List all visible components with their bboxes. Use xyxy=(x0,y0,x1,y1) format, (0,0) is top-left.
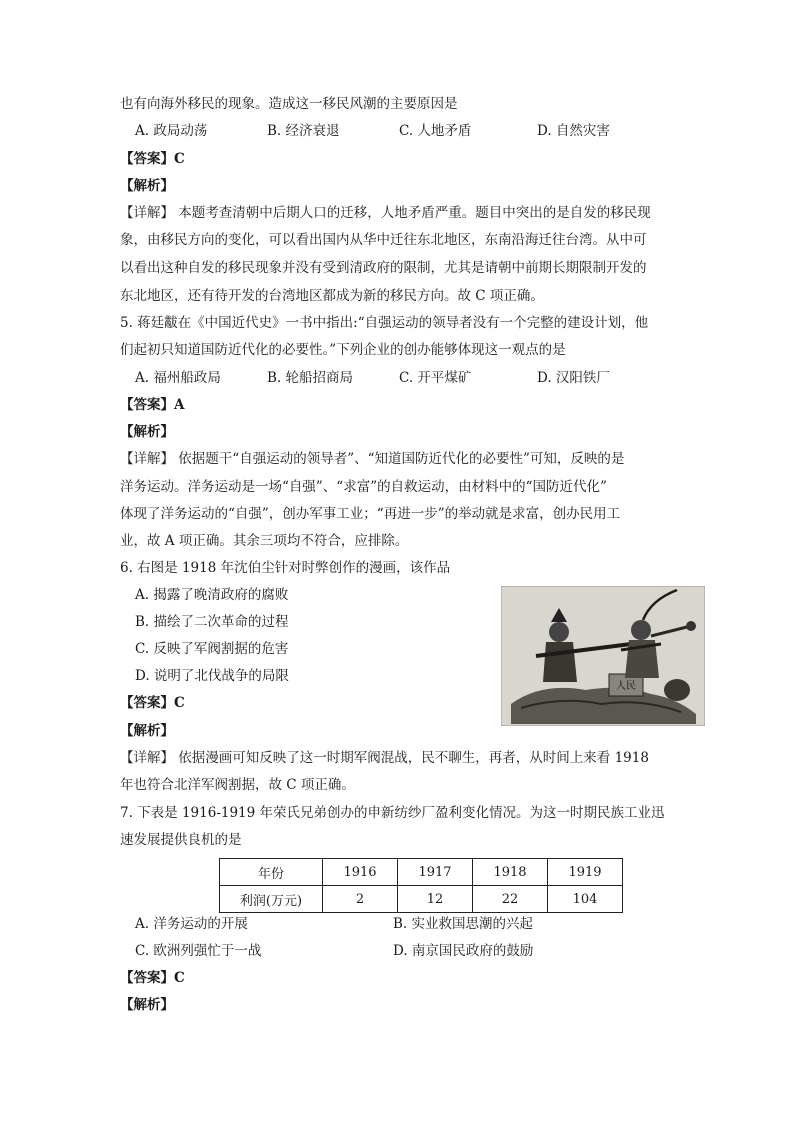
q6-option-c[interactable]: C. 反映了军阀割据的危害 xyxy=(135,641,289,657)
table-cell: 104 xyxy=(548,886,623,913)
table-row xyxy=(220,886,623,913)
q6-analysis-label: 【解析】 xyxy=(120,723,174,739)
q7-answer: 【答案】C xyxy=(120,970,185,986)
cartoon-label: 人民 xyxy=(616,681,636,692)
q4-stem-tail: 也有向海外移民的现象。造成这一移民风潮的主要原因是 xyxy=(120,96,458,112)
q7-stem-line: 7. 下表是 1916-1919 年荣氏兄弟创办的申新纺纱厂盈利变化情况。为这一时期民族工业迅 xyxy=(120,805,665,821)
q7-stem-line: 速发展提供良机的是 xyxy=(120,832,242,848)
q6-detail-line: 【详解】 依据漫画可知反映了这一时期军阀混战，民不聊生，再者，从时间上来看 1918 xyxy=(120,750,649,766)
table-cell: 1916 xyxy=(323,859,398,886)
table-header-cell: 利润(万元) xyxy=(220,886,323,913)
q4-answer: 【答案】C xyxy=(120,151,185,167)
q7-analysis-label: 【解析】 xyxy=(120,997,174,1013)
q7-option-d[interactable]: D. 南京国民政府的鼓励 xyxy=(393,943,534,959)
table-cell: 1918 xyxy=(473,859,548,886)
table-cell: 1917 xyxy=(398,859,473,886)
q4-option-b[interactable]: B. 经济衰退 xyxy=(267,123,340,139)
q5-detail-line: 体现了洋务运动的“自强”，创办军事工业；“再进一步”的举动就是求富，创办民用工 xyxy=(120,506,621,522)
warlord-cartoon-image xyxy=(501,586,705,726)
q5-answer: 【答案】A xyxy=(120,397,185,413)
q5-analysis-label: 【解析】 xyxy=(120,424,174,440)
q4-detail-line: 象，由移民方向的变化，可以看出国内从华中迁往东北地区，东南沿海迁往台湾。从中可 xyxy=(120,232,647,248)
table-cell: 12 xyxy=(398,886,473,913)
q4-detail-line: 以看出这种自发的移民现象并没有受到清政府的限制，尤其是请朝中前期长期限制开发的 xyxy=(120,260,647,276)
q4-option-d[interactable]: D. 自然灾害 xyxy=(537,123,610,139)
table-header-cell: 年份 xyxy=(220,859,323,886)
q5-option-c[interactable]: C. 开平煤矿 xyxy=(399,370,472,386)
table-cell: 22 xyxy=(473,886,548,913)
q5-detail-line: 洋务运动。洋务运动是一场“自强”、“求富”的自救运动，由材料中的“国防近代化” xyxy=(120,479,607,495)
q4-option-c[interactable]: C. 人地矛盾 xyxy=(399,123,472,139)
q7-option-c[interactable]: C. 欧洲列强忙于一战 xyxy=(135,943,262,959)
q6-detail-line: 年也符合北洋军阀割据，故 C 项正确。 xyxy=(120,777,355,793)
q4-detail-line: 东北地区，还有待开发的台湾地区都成为新的移民方向。故 C 项正确。 xyxy=(120,288,544,304)
q5-option-b[interactable]: B. 轮船招商局 xyxy=(267,370,354,386)
q7-option-b[interactable]: B. 实业救国思潮的兴起 xyxy=(393,916,534,932)
q5-detail-line: 业，故 A 项正确。其余三项均不符合，应排除。 xyxy=(120,533,409,549)
q6-stem: 6. 右图是 1918 年沈伯尘针对时弊创作的漫画，该作品 xyxy=(120,560,451,576)
q6-option-d[interactable]: D. 说明了北伐战争的局限 xyxy=(135,668,289,684)
q5-stem-line: 们起初只知道国防近代化的必要性。”下列企业的创办能够体现这一观点的是 xyxy=(120,342,566,358)
q5-stem-line: 5. 蒋廷黻在《中国近代史》一书中指出:“自强运动的领导者没有一个完整的建设计划，他 xyxy=(120,315,649,331)
table-row xyxy=(220,859,623,886)
q5-detail-line: 【详解】 依据题干“自强运动的领导者”、“知道国防近代化的必要性”可知，反映的是 xyxy=(120,451,625,467)
q5-option-a[interactable]: A. 福州船政局 xyxy=(135,370,221,386)
q7-option-a[interactable]: A. 洋务运动的开展 xyxy=(135,916,248,932)
q4-option-a[interactable]: A. 政局动荡 xyxy=(135,123,208,139)
q6-answer: 【答案】C xyxy=(120,695,185,711)
table-cell: 1919 xyxy=(548,859,623,886)
q4-analysis-label: 【解析】 xyxy=(120,178,174,194)
q6-option-a[interactable]: A. 揭露了晚清政府的腐败 xyxy=(135,587,289,603)
q4-detail-line: 【详解】 本题考查清朝中后期人口的迁移，人地矛盾严重。题目中突出的是自发的移民现 xyxy=(120,205,651,221)
table-cell: 2 xyxy=(323,886,398,913)
q5-option-d[interactable]: D. 汉阳铁厂 xyxy=(537,370,610,386)
q6-option-b[interactable]: B. 描绘了二次革命的过程 xyxy=(135,614,289,630)
profit-table xyxy=(219,858,623,913)
